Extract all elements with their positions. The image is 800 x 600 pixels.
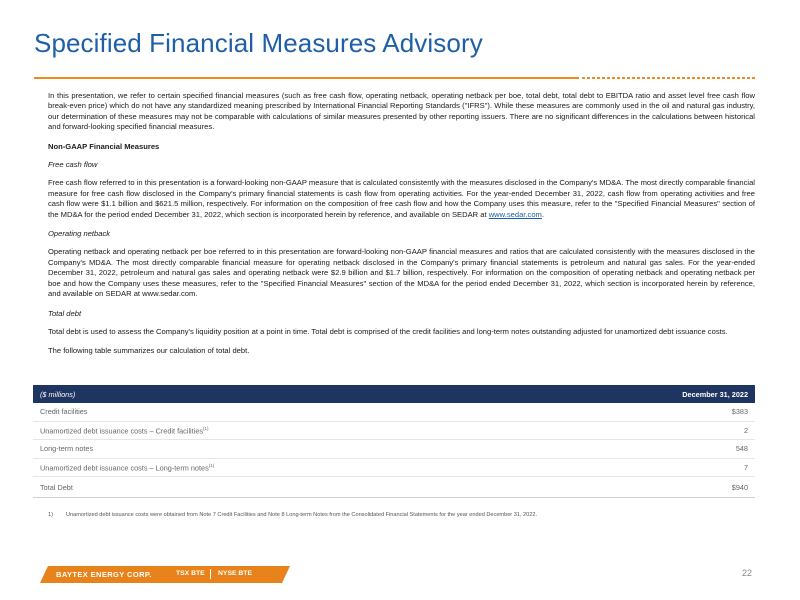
column-header-units: ($ millions) <box>33 385 540 403</box>
intro-paragraph: In this presentation, we refer to certain specified financial measures (such as free cash flow, operating netback, operating netback per boe, total debt, total debt to EBITDA ratio and asset level free cash flow break-even price) which do not have any standardized meaning prescribed by International Financial Reporting Standards ("IFRS"). While these measures are commonly used in the oil and natural gas industry, our determination of these measures may not be comparable with calculations of similar measures presented by other reporting issuers. There are no significant differences in the calculations between historical and forward-looking specified financial measures. <box>48 91 755 132</box>
table-intro: The following table summarizes our calculation of total debt. <box>48 346 250 356</box>
page-number: 22 <box>741 568 752 578</box>
row-label-cell <box>33 421 540 440</box>
fcf-title: Free cash flow <box>48 160 98 170</box>
row-label: Long-term notes <box>33 440 540 459</box>
total-value: $940 <box>540 477 755 498</box>
footnote-number: 1) <box>48 512 53 518</box>
table-row <box>33 421 755 440</box>
ticker-separator <box>210 569 211 579</box>
company-logo-text: BAYTEX ENERGY CORP. <box>56 570 152 579</box>
footnote <box>48 512 537 518</box>
total-debt-table <box>33 385 755 498</box>
row-value: 7 <box>540 458 755 477</box>
fcf-paragraph <box>48 178 755 220</box>
advisory-body <box>48 91 755 366</box>
row-label: Credit facilities <box>33 403 540 421</box>
fcf-end: . <box>541 209 545 219</box>
debt-title: Total debt <box>48 308 82 318</box>
fcf-text: Free cash flow referred to in this presentation is a forward-looking non-GAAP measure that is calculated consistently with the measures disclosed in the Company's MD&A. The most directly comparable financial measure for free cash flow disclosed in the Company's primary financial statements is cash flow from operating activities. For the year-ended December 31, 2022, cash flow from operating activities and free cash flow were $1.1 billion and $621.5 million, respectively. For information on the composition of free cash flow and how the Company uses this measure, refer to the "Specified Financial Measures" section of the MD&A for the period ended December 31, 2022, which section is incorporated herein by reference, and available on SEDAR at <box>48 178 755 219</box>
nyse-ticker: NYSE BTE <box>218 570 252 577</box>
row-value: 548 <box>540 440 755 459</box>
table-row <box>33 440 755 459</box>
total-label: Total Debt <box>33 477 540 498</box>
table-row <box>33 458 755 477</box>
table-header-row <box>33 385 755 403</box>
tsx-ticker: TSX BTE <box>176 570 205 577</box>
row-value: $383 <box>540 403 755 421</box>
footnote-ref: (1) <box>208 462 215 468</box>
row-label-cell <box>33 458 540 477</box>
sedar-link[interactable]: www.sedar.com <box>488 209 542 219</box>
title-rule-dashed <box>582 77 755 79</box>
table-row <box>33 403 755 421</box>
row-label: Unamortized debt issuance costs – Credit facilities <box>40 425 204 435</box>
netback-paragraph: Operating netback and operating netback per boe referred to in this presentation are forward-looking non-GAAP financial measures and ratios that are calculated consistently with the measures disclosed in the Company's MD&A. The most directly comparable financial measure for operating netback disclosed in the Company's primary financial statements is petroleum and natural gas sales. For the year-ended December 31, 2022, petroleum and natural gas sales and operating netback were $2.9 billion and $1.7 billion, respectively. For information on the composition of operating netback and operating netback per boe and how the Company uses these measures, refer to the "Specified Financial Measures" section of the MD&A for the period ended December 31, 2022, which section is incorporated herein by reference, and available on SEDAR at www.sedar.com. <box>48 247 755 299</box>
footnote-ref: (1) <box>203 425 209 431</box>
row-value: 2 <box>540 421 755 440</box>
row-label: Unamortized debt issuance costs – Long-term notes <box>40 462 209 472</box>
total-row <box>33 477 755 498</box>
section-heading: Non-GAAP Financial Measures <box>48 141 160 151</box>
page-title: Specified Financial Measures Advisory <box>34 28 483 58</box>
debt-paragraph: Total debt is used to assess the Company's liquidity position at a point in time. Total debt is comprised of the credit facilities and long-term notes outstanding adjusted for unamortized debt issuance costs. <box>48 326 728 336</box>
column-header-date: December 31, 2022 <box>540 385 755 403</box>
footnote-text: Unamortized debt issuance costs were obtained from Note 7 Credit Facilities and Note 8 Long-term Notes from the Consolidated Financial Statements for the year ended December 31, 2022. <box>66 512 538 518</box>
title-rule <box>34 77 579 79</box>
netback-title: Operating netback <box>48 229 111 239</box>
